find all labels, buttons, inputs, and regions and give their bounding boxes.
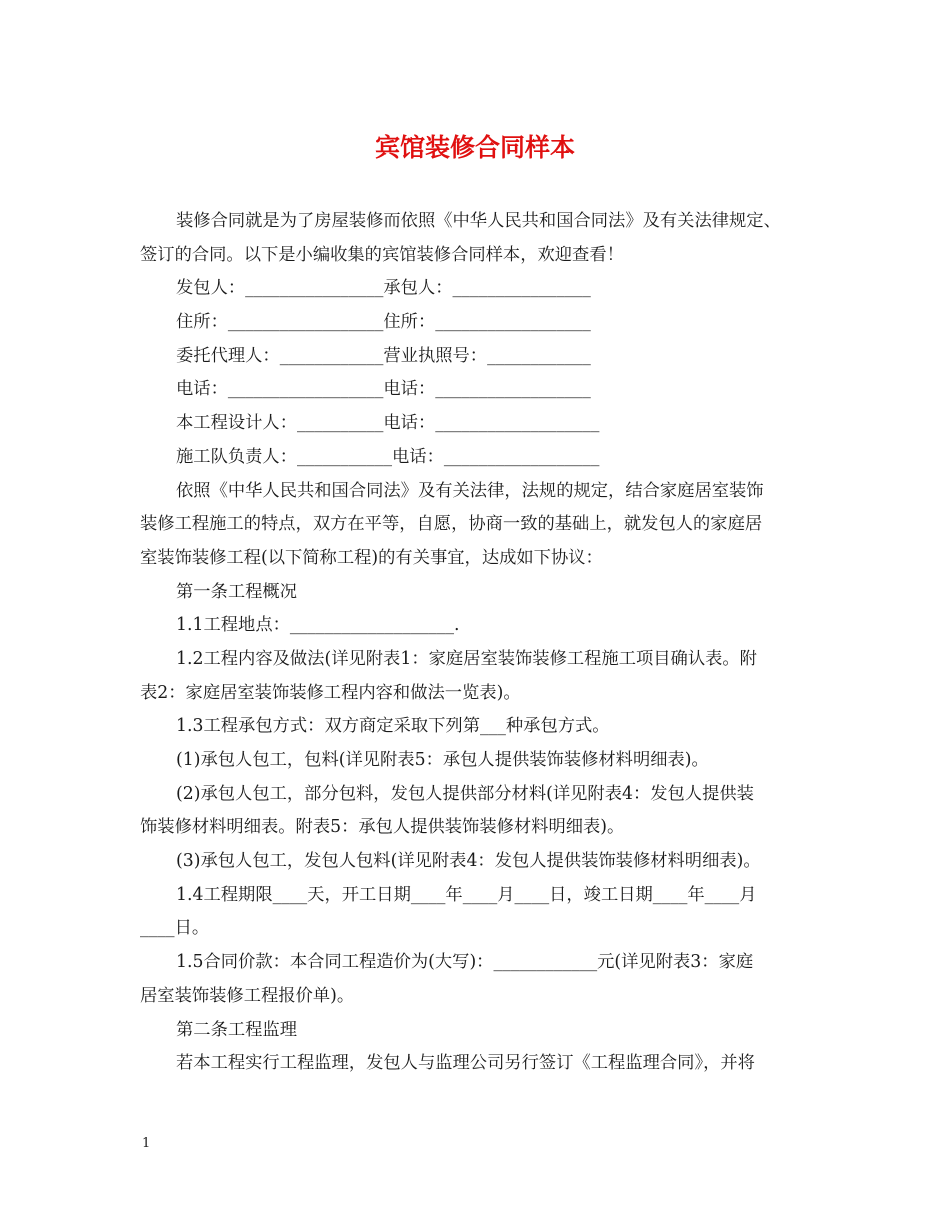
- body-line: 1.1工程地点：___________________.: [176, 615, 460, 636]
- body-line: 第二条工程监理: [176, 1019, 297, 1040]
- body-line: (1)承包人包工，包料(详见附表5：承包人提供装饰装修材料明细表)。: [176, 750, 709, 770]
- body-line: 住所：__________________住所：__________________: [176, 312, 591, 333]
- body-line: 1.5合同价款：本合同工程造价为(大写)：____________元(详见附表3：家庭: [176, 952, 754, 973]
- body-line: (2)承包人包工，部分包料，发包人提供部分材料(详见附表4：发包人提供装: [176, 783, 754, 804]
- body-line: 1.3工程承包方式：双方商定采取下列第___种承包方式。: [176, 716, 610, 737]
- document-body: [140, 204, 820, 1080]
- body-line: 室装饰装修工程(以下简称工程)的有关事宜，达成如下协议：: [140, 547, 603, 568]
- body-line: 饰装修材料明细表。附表5：承包人提供装饰装修材料明细表)。: [140, 817, 625, 838]
- body-line: 施工队负责人：___________电话：__________________: [176, 446, 600, 467]
- body-line: 装修合同就是为了房屋装修而依照《中华人民共和国合同法》及有关法律规定、: [176, 211, 781, 231]
- body-line: 第一条工程概况: [176, 581, 297, 602]
- body-line: 居室装饰装修工程报价单)。: [140, 985, 355, 1006]
- body-line: ____日。: [140, 918, 210, 939]
- page-number: 1: [142, 1136, 151, 1151]
- body-line: 依照《中华人民共和国合同法》及有关法律，法规的规定，结合家庭居室装饰: [176, 480, 764, 501]
- body-line: (3)承包人包工，发包人包料(详见附表4：发包人提供装饰装修材料明细表)。: [176, 851, 761, 872]
- body-line: 若本工程实行工程监理，发包人与监理公司另行签订《工程监理合同》，并将: [176, 1053, 755, 1074]
- body-line: 签订的合同。以下是小编收集的宾馆装修合同样本，欢迎查看！: [140, 244, 624, 265]
- body-line: 委托代理人：____________营业执照号：____________: [176, 345, 591, 366]
- body-line: 1.2工程内容及做法(详见附表1：家庭居室装饰装修工程施工项目确认表。附: [176, 648, 757, 669]
- body-line: 本工程设计人：__________电话：___________________: [176, 413, 600, 434]
- body-line: 表2：家庭居室装饰装修工程内容和做法一览表)。: [140, 682, 521, 703]
- body-line: 1.4工程期限____天，开工日期____年____月____日，竣工日期____年____月: [176, 884, 757, 905]
- body-line: 电话：__________________电话：__________________: [176, 379, 591, 400]
- body-line: 发包人：________________承包人：________________: [176, 278, 591, 299]
- document-title: 宾馆装修合同样本: [374, 133, 575, 162]
- body-line: 装修工程施工的特点，双方在平等，自愿，协商一致的基础上，就发包人的家庭居: [140, 514, 763, 535]
